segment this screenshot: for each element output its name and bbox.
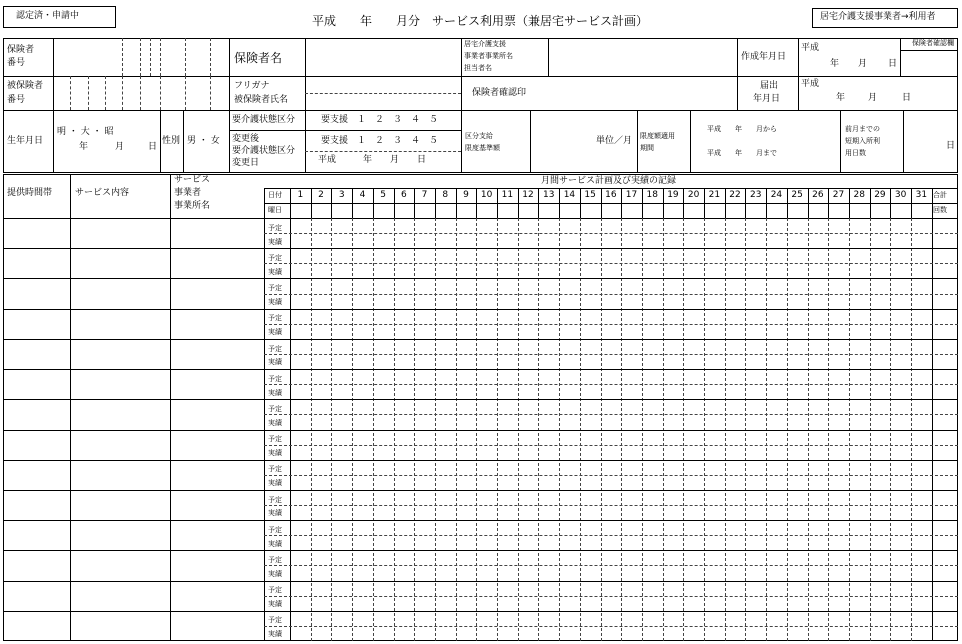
- insured-name-label: 被保険者氏名: [234, 95, 289, 105]
- plan-actual-divider: [264, 354, 958, 355]
- insured-label-2: 番号: [7, 95, 26, 105]
- actual-label: 実績: [268, 509, 282, 518]
- notified-day: 日: [902, 93, 912, 103]
- day-number: 20: [687, 190, 700, 200]
- created-date-day: 日: [888, 59, 898, 69]
- actual-label: 実績: [268, 328, 282, 337]
- plan-actual-divider: [264, 535, 958, 536]
- date-label: 日付: [268, 191, 282, 199]
- plan-label: 予定: [268, 253, 282, 262]
- changed-date: 平成 年 月 日: [318, 155, 427, 165]
- actual-label: 実績: [268, 479, 282, 488]
- grid-line: [170, 174, 171, 641]
- insurer-number-label-2: 番号: [7, 58, 26, 68]
- day-number: 12: [522, 190, 534, 200]
- row-divider: [3, 520, 958, 521]
- notified-label-1: 届出: [760, 81, 779, 91]
- created-date-era: 平成: [801, 43, 820, 53]
- plan-actual-divider: [264, 596, 958, 597]
- actual-label: 実績: [268, 297, 282, 306]
- row-divider: [3, 339, 958, 340]
- care-manager-line2: 事業者事業所名: [464, 52, 513, 60]
- day-number: 13: [543, 190, 555, 200]
- day-number: 23: [750, 190, 762, 200]
- limit-period-label-2: 期間: [640, 144, 654, 152]
- weekday-label: 曜日: [268, 206, 282, 214]
- birth-year: 年: [79, 142, 89, 152]
- care-level-label: 要介護状態区分: [232, 115, 296, 125]
- day-number: 14: [563, 190, 576, 200]
- day-number: 1: [297, 190, 304, 200]
- row-divider: [3, 278, 958, 279]
- created-date-year: 年: [830, 59, 840, 69]
- actual-label: 実績: [268, 237, 282, 246]
- created-date-label: 作成年月日: [741, 52, 787, 62]
- plan-actual-divider: [264, 626, 958, 627]
- actual-label: 実績: [268, 539, 282, 548]
- notified-month: 月: [868, 93, 878, 103]
- day-number: 19: [667, 190, 679, 200]
- created-date-month: 月: [858, 59, 868, 69]
- monthly-header: 月間サービス計画及び実績の記録: [541, 176, 677, 186]
- row-divider: [3, 611, 958, 612]
- changed-label-1: 変更後: [232, 134, 260, 144]
- birth-month: 月: [115, 142, 125, 152]
- day-number: 21: [708, 190, 721, 200]
- actual-label: 実績: [268, 600, 282, 609]
- insurer-number-label-1: 保険者: [7, 45, 35, 55]
- insurer-confirm-label: 保険者確認印: [472, 88, 527, 98]
- limit-label-2: 限度基準額: [465, 144, 500, 152]
- care-level-options: 要支援 １ ２ ３ ４ ５: [321, 115, 439, 125]
- birth-day: 日: [148, 142, 158, 152]
- total-label-2: 回数: [933, 206, 947, 214]
- plan-label: 予定: [268, 495, 282, 504]
- row-divider: [3, 460, 958, 461]
- col-provider-header-2: 事業者: [174, 188, 202, 198]
- birth-eras: 明 ・ 大 ・ 昭: [57, 127, 114, 137]
- plan-actual-divider: [264, 263, 958, 264]
- col-service-header: サービス内容: [75, 188, 130, 198]
- day-number: 2: [318, 190, 324, 200]
- plan-actual-divider: [264, 414, 958, 415]
- col-time-header: 提供時間帯: [7, 188, 53, 198]
- row-divider: [3, 399, 958, 400]
- prev-month-label-1: 前月までの: [845, 125, 880, 133]
- plan-actual-divider: [264, 475, 958, 476]
- row-divider: [3, 550, 958, 551]
- day-number: 11: [501, 190, 514, 200]
- actual-label: 実績: [268, 569, 282, 578]
- changed-label-3: 変更日: [232, 158, 260, 168]
- care-manager-line1: 居宅介護支援: [464, 40, 506, 48]
- changed-options: 要支援 １ ２ ３ ４ ５: [321, 136, 439, 146]
- limit-period-label-1: 限度額適用: [640, 132, 675, 140]
- plan-actual-divider: [264, 384, 958, 385]
- plan-actual-divider: [264, 294, 958, 295]
- prev-month-label-2: 短期入所利: [845, 137, 880, 145]
- col-provider-header-3: 事業所名: [174, 201, 211, 211]
- day-number: 31: [915, 190, 928, 200]
- insurer-name-label: 保険者名: [234, 51, 283, 65]
- day-number: 24: [770, 190, 783, 200]
- day-number: 10: [480, 190, 493, 200]
- plan-label: 予定: [268, 223, 282, 232]
- day-number: 28: [853, 190, 865, 200]
- plan-actual-divider: [264, 565, 958, 566]
- grid-line: [3, 218, 958, 219]
- notified-label-2: 年月日: [753, 94, 781, 104]
- plan-label: 予定: [268, 525, 282, 534]
- plan-label: 予定: [268, 374, 282, 383]
- actual-label: 実績: [268, 449, 282, 458]
- birth-label: 生年月日: [7, 136, 44, 146]
- plan-label: 予定: [268, 556, 282, 564]
- row-divider: [3, 581, 958, 582]
- actual-label: 実績: [268, 388, 282, 397]
- actual-label: 実績: [268, 630, 282, 639]
- plan-label: 予定: [268, 586, 282, 595]
- corner-note: 保険者確認欄: [912, 39, 954, 47]
- plan-actual-divider: [264, 445, 958, 446]
- plan-actual-divider: [264, 233, 958, 234]
- plan-actual-divider: [264, 505, 958, 506]
- row-divider: [3, 248, 958, 249]
- actual-label: 実績: [268, 267, 282, 276]
- day-number: 16: [605, 190, 617, 200]
- day-number: 25: [791, 190, 803, 200]
- page-title: 平成 年 月分 サービス利用票（兼居宅サービス計画）: [312, 14, 649, 28]
- day-number: 15: [584, 190, 596, 200]
- day-number: 3: [338, 190, 345, 200]
- day-number: 30: [894, 190, 907, 200]
- insured-label-1: 被保険者: [7, 81, 44, 91]
- plan-actual-divider: [264, 324, 958, 325]
- limit-label-1: 区分支給: [465, 132, 493, 140]
- row-divider: [3, 490, 958, 491]
- grid-line: [70, 174, 71, 641]
- care-manager-line3: 担当者名: [464, 64, 492, 72]
- kana-label: フリガナ: [234, 81, 270, 91]
- day-number: 18: [646, 190, 658, 200]
- day-number: 27: [832, 190, 845, 200]
- day-number: 29: [874, 190, 886, 200]
- plan-label: 予定: [268, 465, 282, 474]
- limit-period-from: 平成 年 月から: [707, 125, 777, 133]
- actual-label: 実績: [268, 358, 282, 367]
- day-number: 6: [400, 190, 407, 200]
- status-label: 認定済・申請中: [16, 11, 80, 21]
- grid-line: [264, 203, 958, 204]
- plan-label: 予定: [268, 435, 282, 444]
- plan-label: 予定: [268, 284, 282, 293]
- col-provider-header-1: サービス: [174, 175, 211, 185]
- day-number: 9: [463, 190, 469, 200]
- day-number: 5: [380, 190, 386, 200]
- grid-line: [264, 188, 958, 189]
- gender-values: 男 ・ 女: [187, 136, 220, 146]
- recipient-label: 居宅介護支援事業者→利用者: [820, 12, 936, 22]
- limit-period-to: 平成 年 月まで: [707, 149, 777, 157]
- day-number: 26: [812, 190, 824, 200]
- actual-label: 実績: [268, 418, 282, 427]
- day-number: 8: [442, 190, 449, 200]
- row-divider: [3, 369, 958, 370]
- changed-label-2: 要介護状態区分: [232, 146, 296, 156]
- day-number: 22: [729, 190, 741, 200]
- day-number: 7: [421, 190, 428, 200]
- prev-month-label-3: 用日数: [845, 149, 866, 157]
- total-label-1: 合計: [933, 191, 947, 199]
- day-number: 17: [625, 190, 638, 200]
- limit-unit: 単位／月: [596, 136, 633, 146]
- plan-label: 予定: [268, 616, 282, 625]
- prev-month-unit: 日: [946, 141, 956, 151]
- plan-label: 予定: [268, 314, 282, 323]
- day-number: 4: [359, 190, 366, 200]
- notified-era: 平成: [801, 79, 820, 89]
- notified-year: 年: [836, 93, 846, 103]
- gender-label: 性別: [162, 136, 181, 146]
- row-divider: [3, 430, 958, 431]
- plan-label: 予定: [268, 344, 282, 353]
- row-divider: [3, 309, 958, 310]
- plan-label: 予定: [268, 404, 282, 413]
